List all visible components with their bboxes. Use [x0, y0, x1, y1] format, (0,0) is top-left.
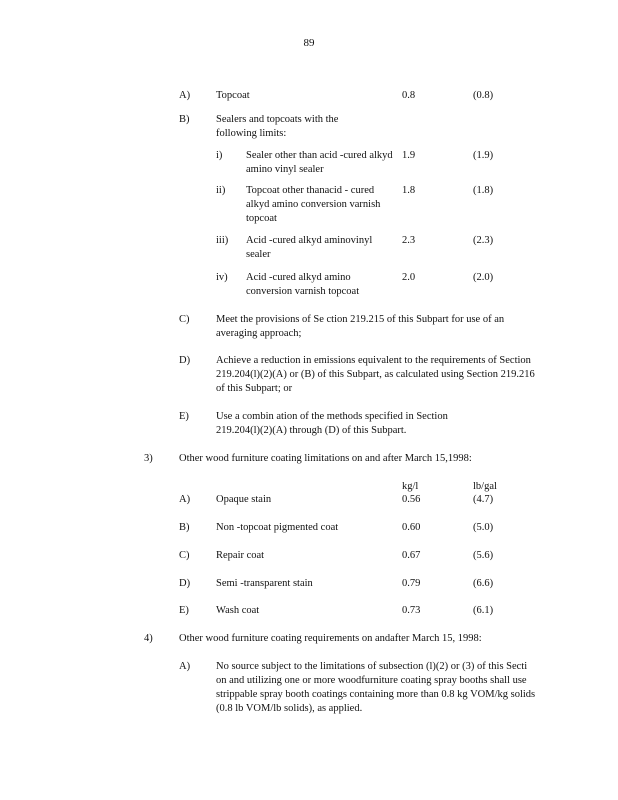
item-label: B) [179, 522, 190, 533]
section-label: 3) [144, 453, 153, 464]
item-label: A) [179, 494, 191, 505]
item-text: Repair coat [216, 550, 265, 561]
item-text: Use a combin ation of the methods specified in Section 219.204(l)(2)(A) through (D) of this Subpart. [216, 411, 448, 436]
value-kg-l: 0.73 [402, 605, 421, 616]
item-label: D) [179, 355, 191, 366]
subitem-label: i) [216, 150, 223, 161]
subitem-text: Acid -cured alkyd amino conversion varnish topcoat [246, 272, 360, 297]
value-kg-l: 2.0 [402, 272, 416, 283]
item-text: No source subject to the limitations of subsection (l)(2) or (3) of this Secti on and utilizing one or more woodfurniture coating spray booths shall use strippable spray booth coatings containing more than 0.8 kg VOM/kg solids (0.8 lb VOM/lb solids), as applied. [216, 661, 536, 714]
page-number: 89 [303, 37, 315, 49]
subitem-text: Topcoat other thanacid - cured alkyd amino conversion varnish topcoat [246, 185, 381, 224]
value-kg-l: 2.3 [402, 235, 416, 246]
item-text: Achieve a reduction in emissions equivalent to the requirements of Section 219.204(l)(2)(A) or (B) of this Subpart, as calculated using Section 219.216 of this Subpart; or [216, 355, 535, 394]
item-label: E) [179, 605, 189, 616]
value-lb-gal: (5.0) [473, 522, 494, 533]
subitem-label: iv) [216, 272, 228, 283]
value-lb-gal: (6.1) [473, 605, 494, 616]
column-header-lb-gal: lb/gal [473, 481, 497, 492]
item-text: Opaque stain [216, 494, 272, 505]
value-kg-l: 1.8 [402, 185, 416, 196]
item-text: Sealers and topcoats with the following limits: [216, 114, 339, 139]
item-label: B) [179, 114, 190, 125]
item-text: Semi -transparent stain [216, 578, 313, 589]
value-lb-gal: (2.0) [473, 272, 494, 283]
value-lb-gal: (4.7) [473, 494, 494, 505]
value-kg-l: 0.56 [402, 494, 421, 505]
item-label: E) [179, 411, 189, 422]
subitem-text: Sealer other than acid -cured alkyd amino vinyl sealer [246, 150, 393, 175]
value-lb-gal: (1.8) [473, 185, 494, 196]
value-lb-gal: (1.9) [473, 150, 494, 161]
value-lb-gal: (0.8) [473, 90, 494, 101]
subitem-label: ii) [216, 185, 226, 196]
value-kg-l: 0.60 [402, 522, 421, 533]
item-label: C) [179, 314, 190, 325]
subitem-text: Acid -cured alkyd aminovinyl sealer [246, 235, 373, 260]
value-kg-l: 1.9 [402, 150, 416, 161]
item-text: Wash coat [216, 605, 260, 616]
section-heading: Other wood furniture coating requirements on andafter March 15, 1998: [179, 633, 482, 644]
item-label: A) [179, 90, 191, 101]
value-kg-l: 0.8 [402, 90, 416, 101]
item-label: D) [179, 578, 191, 589]
value-kg-l: 0.67 [402, 550, 421, 561]
item-label: C) [179, 550, 190, 561]
value-kg-l: 0.79 [402, 578, 421, 589]
subitem-label: iii) [216, 235, 229, 246]
item-text: Non -topcoat pigmented coat [216, 522, 339, 533]
value-lb-gal: (6.6) [473, 578, 494, 589]
value-lb-gal: (2.3) [473, 235, 494, 246]
column-header-kg-l: kg/l [402, 481, 419, 492]
value-lb-gal: (5.6) [473, 550, 494, 561]
section-label: 4) [144, 633, 153, 644]
item-text: Meet the provisions of Se ction 219.215 of this Subpart for use of an averaging approach; [216, 314, 505, 339]
section-heading: Other wood furniture coating limitations on and after March 15,1998: [179, 453, 472, 464]
item-label: A) [179, 661, 191, 672]
item-text: Topcoat [216, 90, 250, 101]
